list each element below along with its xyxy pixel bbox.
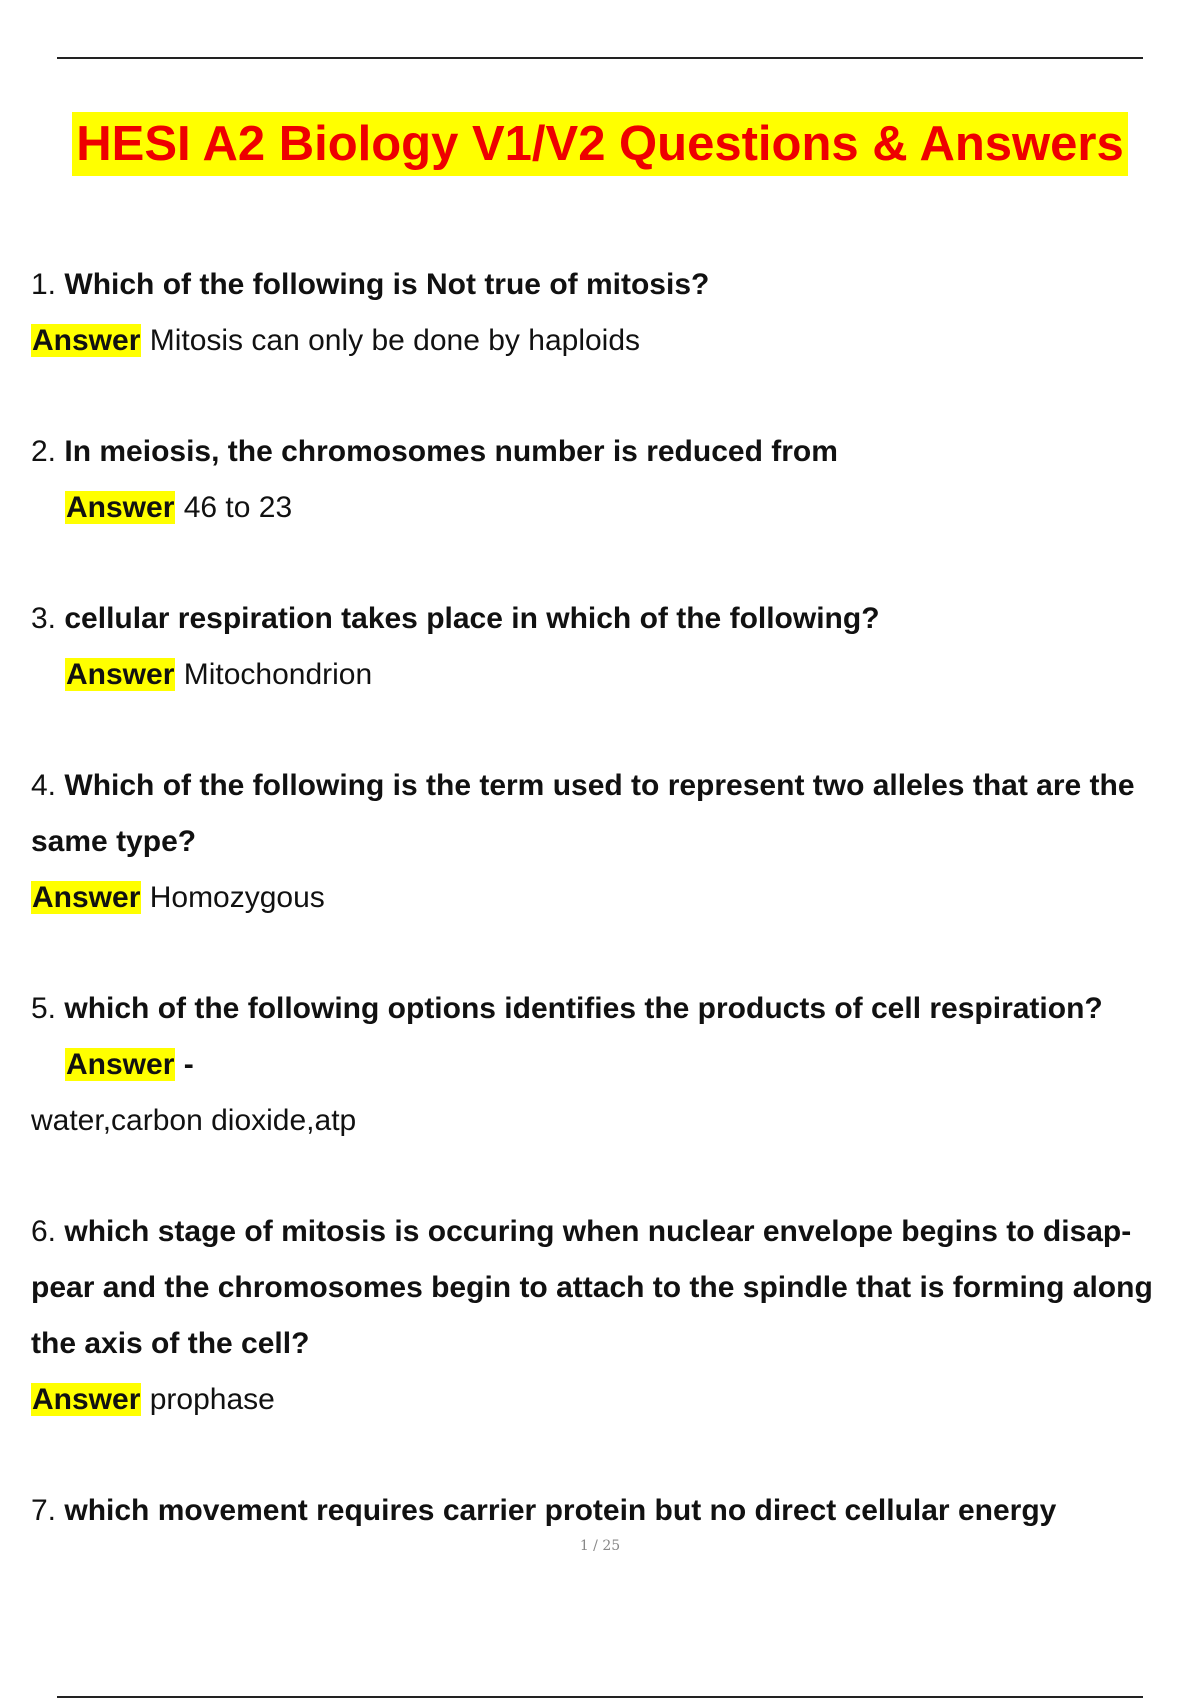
answer-text: Homozygous bbox=[149, 881, 325, 914]
question-text: Which of the following is Not true of mitosis? bbox=[64, 268, 710, 301]
question-number: 5. bbox=[31, 992, 57, 1025]
answer-text: water,carbon dioxide,atp bbox=[31, 1104, 357, 1137]
answer-3 bbox=[31, 647, 1200, 703]
question-number: 7. bbox=[31, 1494, 57, 1527]
answer-1 bbox=[31, 313, 1200, 369]
answer-text: Mitochondrion bbox=[183, 658, 373, 691]
question-6-continued bbox=[31, 1260, 1200, 1316]
question-text: which movement requires carrier protein but no direct cellular energy bbox=[64, 1494, 1057, 1527]
answer-dash: - bbox=[183, 1048, 194, 1081]
page-indicator: 1 / 25 bbox=[579, 1538, 621, 1554]
title-container bbox=[0, 112, 1200, 176]
answer-text: Mitosis can only be done by haploids bbox=[149, 324, 641, 357]
answer-label: Answer bbox=[66, 658, 175, 691]
bottom-rule bbox=[57, 1696, 1143, 1698]
qa-item-3 bbox=[31, 591, 1200, 703]
question-6-continued-2 bbox=[31, 1316, 1200, 1372]
qa-item-1 bbox=[31, 257, 1200, 369]
answer-label: Answer bbox=[32, 1383, 141, 1416]
question-4-continued bbox=[31, 814, 1200, 870]
question-5 bbox=[31, 981, 1200, 1037]
question-4 bbox=[31, 758, 1200, 814]
answer-6 bbox=[31, 1372, 1200, 1428]
qa-item-5 bbox=[31, 981, 1200, 1149]
question-number: 2. bbox=[31, 435, 57, 468]
question-3 bbox=[31, 591, 1200, 647]
question-text: In meiosis, the chromosomes number is reduced from bbox=[64, 435, 838, 468]
answer-label: Answer bbox=[32, 324, 141, 357]
qa-item-4 bbox=[31, 758, 1200, 926]
question-text: pear and the chromosomes begin to attach to the spindle that is forming along bbox=[31, 1271, 1153, 1304]
top-rule bbox=[57, 57, 1143, 59]
answer-5-label bbox=[31, 1037, 1200, 1093]
answer-label: Answer bbox=[32, 881, 141, 914]
question-1 bbox=[31, 257, 1200, 313]
question-number: 6. bbox=[31, 1215, 57, 1248]
question-number: 3. bbox=[31, 602, 57, 635]
answer-label: Answer bbox=[66, 491, 175, 524]
answer-text: prophase bbox=[149, 1383, 275, 1416]
question-text: cellular respiration takes place in which of the following? bbox=[64, 602, 880, 635]
answer-2 bbox=[31, 480, 1200, 536]
question-number: 1. bbox=[31, 268, 57, 301]
question-6 bbox=[31, 1204, 1200, 1260]
question-text: which of the following options identifies the products of cell respiration? bbox=[64, 992, 1103, 1025]
document-title: HESI A2 Biology V1/V2 Questions & Answers bbox=[72, 112, 1127, 176]
qa-item-7 bbox=[31, 1483, 1200, 1539]
question-number: 4. bbox=[31, 769, 57, 802]
question-text: the axis of the cell? bbox=[31, 1327, 310, 1360]
question-7 bbox=[31, 1483, 1200, 1539]
question-text: which stage of mitosis is occuring when nuclear envelope begins to disap- bbox=[64, 1215, 1132, 1248]
question-2 bbox=[31, 424, 1200, 480]
qa-item-6 bbox=[31, 1204, 1200, 1428]
question-text: Which of the following is the term used to represent two alleles that are the bbox=[64, 769, 1135, 802]
qa-item-2 bbox=[31, 424, 1200, 536]
answer-label: Answer bbox=[66, 1048, 175, 1081]
answer-4 bbox=[31, 870, 1200, 926]
qa-list bbox=[31, 257, 1200, 1594]
question-text: same type? bbox=[31, 825, 197, 858]
answer-5 bbox=[31, 1093, 1200, 1149]
answer-text: 46 to 23 bbox=[183, 491, 293, 524]
